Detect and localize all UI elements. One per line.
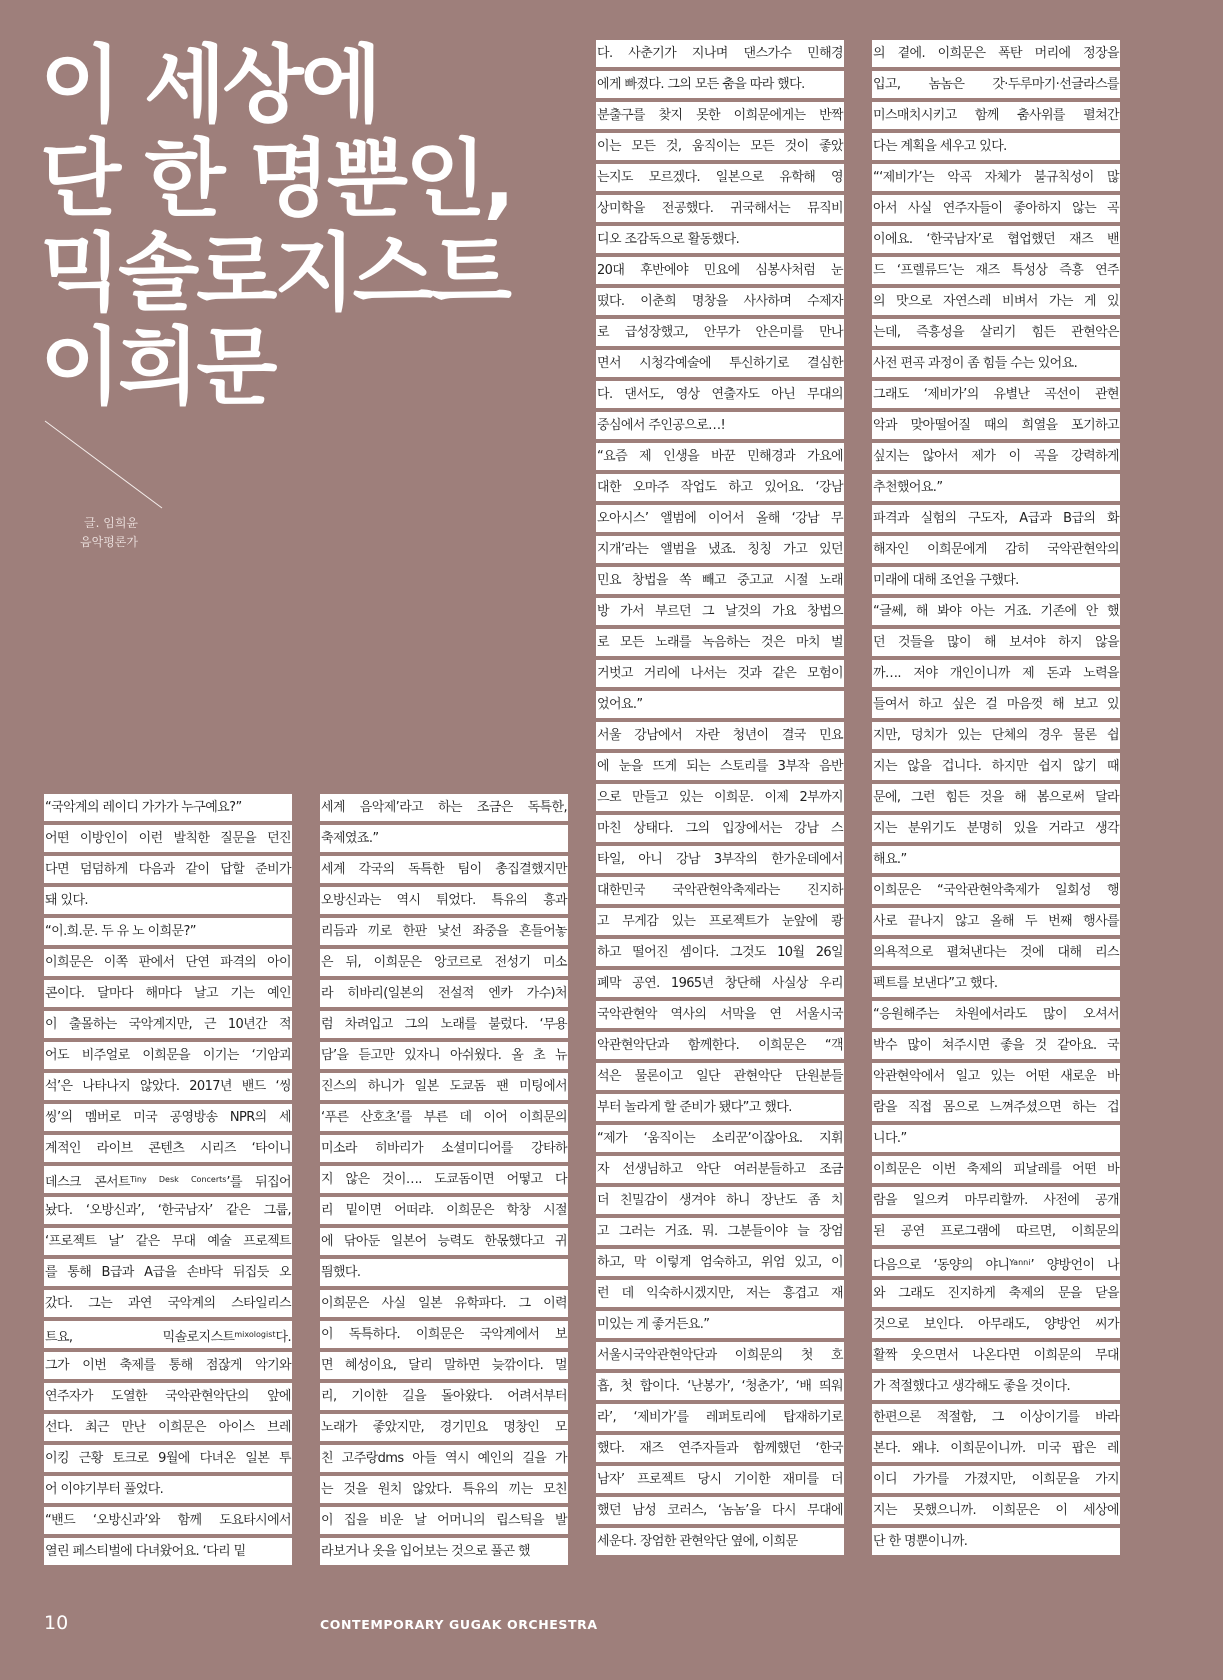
text-line: “국악계의 레이디 가가가 누구예요?” [44,794,292,821]
text-line: 이에요. ‘한국남자’로 협업했던 재즈 밴 [872,226,1120,253]
text-line: 지개’라는 앨범을 냈죠. 칭칭 가고 있던 [596,536,844,563]
text-line: 아서 사실 연주자들이 좋아하지 않는 곡 [872,195,1120,222]
text-line: 오아시스’ 앨범에 이어서 올해 ‘강남 무 [596,505,844,532]
text-line: 이디 가가를 가졌지만, 이희문을 가지 [872,1466,1120,1493]
text-line: 다면 덤덤하게 다음과 같이 답할 준비가 [44,856,292,883]
text-segment: 데스크 콘서트 [45,1175,130,1190]
text-line: 는 것을 원치 않았다. 특유의 끼는 모친 [320,1476,568,1503]
text-line: 드 ‘프렐류드’는 재즈 특성상 즉흥 연주 [872,257,1120,284]
text-line: 악관현악단과 함께한다. 이희문은 “객 [596,1032,844,1059]
text-line: “요즘 제 인생을 바꾼 민해경과 가요에 [596,443,844,470]
text-line: 노래가 좋았지만, 경기민요 명창인 모 [320,1414,568,1441]
title-line: 믹솔로지스트 [40,224,509,322]
text-line: 흡, 첫 합이다. ‘난봉가’, ‘청춘가’, ‘배 띄워 [596,1373,844,1400]
text-line: 자 선생님하고 악단 여러분들하고 조금 [596,1156,844,1183]
text-line: 의 맛으로 자연스레 비벼서 가는 게 있 [872,288,1120,315]
article-title [40,38,512,414]
text-line [44,1166,292,1193]
text-line: 그래도 ‘제비가’의 유별난 곡선이 관현 [872,381,1120,408]
text-line: 진스의 하니가 일본 도쿄돔 팬 미팅에서 [320,1073,568,1100]
text-line: 지는 않을 겁니다. 하지만 쉽지 않기 때 [872,753,1120,780]
text-line: 해자인 이희문에게 감히 국악관현악의 [872,536,1120,563]
text-line: 라’, ‘제비가’를 레퍼토리에 탑재하기로 [596,1404,844,1431]
text-line: 라 히바리(일본의 전설적 엔카 가수)처 [320,980,568,1007]
text-segment: 트요, 믹솔로지스트 [45,1330,235,1345]
text-line: 서울 강남에서 자란 청년이 결국 민요 [596,722,844,749]
text-line: 서울시국악관현악단과 이희문의 첫 호 [596,1342,844,1369]
text-line: 이희문은 이번 축제의 피날레를 어떤 바 [872,1156,1120,1183]
text-line: 람을 직접 몸으로 느껴주셨으면 하는 겁 [872,1094,1120,1121]
text-line: 세계 음악제’라고 하는 조금은 독특한, [320,794,568,821]
text-line: 까…. 저야 개인이니까 제 돈과 노력을 [872,660,1120,687]
text-segment: 다. [275,1330,291,1345]
text-column-4 [872,40,1120,1559]
text-line: 분출구를 찾지 못한 이희문에게는 반짝 [596,102,844,129]
text-line: “제가 ‘움직이는 소리꾼’이잖아요. 지휘 [596,1125,844,1152]
text-line: 다. 댄서도, 영상 연출자도 아닌 무대의 [596,381,844,408]
text-line: 사전 편곡 과정이 좀 힘들 수는 있어요. [872,350,1120,377]
author-name: 글. 임희윤 [84,516,138,530]
text-line: 펙트를 보낸다”고 했다. [872,970,1120,997]
text-line: 은 뒤, 이희문은 앙코르로 전성기 미소 [320,949,568,976]
text-line: 미래에 대해 조언을 구했다. [872,567,1120,594]
text-line: 박수 많이 쳐주시면 좋을 것 같아요. 국 [872,1032,1120,1059]
text-line: 가 적절했다고 생각해도 좋을 것이다. [872,1373,1120,1400]
page-number: 10 [44,1612,69,1634]
superscript-term: mixologist [234,1330,276,1339]
text-line: 돼 있다. [44,887,292,914]
text-line: 어떤 이방인이 이런 발칙한 질문을 던진 [44,825,292,852]
text-line: 선다. 최근 만난 이희문은 아이스 브레 [44,1414,292,1441]
text-line: 지는 분위기도 분명히 있을 거라고 생각 [872,815,1120,842]
superscript-term: Tiny Desk Concerts [129,1175,227,1184]
text-line: 했던 남성 코러스, ‘놈놈’을 다시 무대에 [596,1497,844,1524]
text-line: 악관현악에서 일고 있는 어떤 새로운 바 [872,1063,1120,1090]
text-line: 부터 놀라게 할 준비가 됐다”고 했다. [596,1094,844,1121]
text-line: 이 출몰하는 국악계지만, 근 10년간 적 [44,1011,292,1038]
text-line: 마친 상태다. 그의 입장에서는 강남 스 [596,815,844,842]
text-line: 한편으론 적절함, 그 이상이기를 바라 [872,1404,1120,1431]
text-line: “이.희.문. 두 유 노 이희문?” [44,918,292,945]
text-line: 것으로 보인다. 아무래도, 양방언 씨가 [872,1311,1120,1338]
text-line: 놨다. ‘오방신과’, ‘한국남자’ 같은 그룹, [44,1197,292,1224]
text-line: 미스매치시키고 함께 춤사위를 펼쳐간 [872,102,1120,129]
text-line: 대한 오마주 작업도 하고 있어요. ‘강남 [596,474,844,501]
diagonal-divider [44,420,164,510]
text-line: 이 독특하다. 이희문은 국악계에서 보 [320,1321,568,1348]
text-line: 이희문은 “국악관현악축제가 일회성 행 [872,877,1120,904]
text-line: 민요 창법을 쏙 빼고 중고교 시절 노래 [596,567,844,594]
text-line: 떴다. 이춘희 명창을 사사하며 수제자 [596,288,844,315]
text-line: 했다. 재즈 연주자들과 함께했던 ‘한국 [596,1435,844,1462]
text-line: 오방신과는 역시 튀었다. 특유의 흥과 [320,887,568,914]
text-line: 던 것들을 많이 해 보셔야 하지 않을 [872,629,1120,656]
text-line: 럼 차려입고 그의 노래를 불렀다. ‘무용 [320,1011,568,1038]
text-line: 로 모든 노래를 녹음하는 것은 마치 벌 [596,629,844,656]
text-line: 해요.” [872,846,1120,873]
text-line: 지 않은 것이…. 도쿄돔이면 어떻고 다 [320,1166,568,1193]
text-line: 본다. 왜냐. 이희문이니까. 미국 팝은 레 [872,1435,1120,1462]
text-line: 띔했다. [320,1259,568,1286]
text-line: “밴드 ‘오방신과’와 함께 도요타시에서 [44,1507,292,1534]
text-line: 방 가서 부르던 그 날것의 가요 창법으 [596,598,844,625]
text-line [872,1249,1120,1276]
text-line: 세계 각국의 독특한 팀이 총집결했지만 [320,856,568,883]
text-line: 런 데 익숙하시겠지만, 저는 흥겹고 재 [596,1280,844,1307]
text-line: 계적인 라이브 콘텐츠 시리즈 ‘타이니 [44,1135,292,1162]
text-segment: ’ 양방언이 나 [1030,1258,1119,1273]
text-line [44,1321,292,1348]
text-line: 에게 빠졌다. 그의 모든 춤을 따라 했다. [596,71,844,98]
text-line: 의욕적으로 펼쳐낸다는 것에 대해 리스 [872,939,1120,966]
text-line: 었어요.” [596,691,844,718]
text-line: 라보거나 옷을 입어보는 것으로 풀곤 했 [320,1538,568,1565]
text-line: 어 이야기부터 풀었다. [44,1476,292,1503]
text-segment: ’를 뒤집어 [226,1175,291,1190]
text-line: 에 닦아둔 일본어 능력도 한몫했다고 귀 [320,1228,568,1255]
byline [40,514,138,552]
text-line: 이는 모든 것, 움직이는 모든 것이 좋았 [596,133,844,160]
text-line: 씽’의 멤버로 미국 공영방송 NPR의 세 [44,1104,292,1131]
text-line: 의 곁에. 이희문은 폭탄 머리에 정장을 [872,40,1120,67]
text-line: 그가 이번 축제를 통해 점잖게 악기와 [44,1352,292,1379]
text-line: 싶지는 않아서 제가 이 곡을 강력하게 [872,443,1120,470]
footer-label: CONTEMPORARY GUGAK ORCHESTRA [320,1617,598,1632]
text-line: 를 통해 B급과 A급을 손바닥 뒤집듯 오 [44,1259,292,1286]
text-line: 파격과 실험의 구도자, A급과 B급의 화 [872,505,1120,532]
text-line: 된 공연 프로그램에 따르면, 이희문의 [872,1218,1120,1245]
text-line: 지는 못했으니까. 이희문은 이 세상에 [872,1497,1120,1524]
text-line: 석’은 나타나지 않았다. 2017년 밴드 ‘씽 [44,1073,292,1100]
text-line: 이 집을 비운 날 어머니의 립스틱을 발 [320,1507,568,1534]
text-line: 상미학을 전공했다. 귀국해서는 뮤직비 [596,195,844,222]
text-line: 활짝 웃으면서 나온다면 이희문의 무대 [872,1342,1120,1369]
text-line: 추천했어요.” [872,474,1120,501]
title-line: 이 세상에 [40,36,379,134]
text-line: 콘이다. 달마다 해마다 날고 기는 예인 [44,980,292,1007]
superscript-term: Yanni [1009,1258,1031,1267]
text-column-1 [44,794,292,1569]
text-line: 남자’ 프로젝트 당시 기이한 재미를 더 [596,1466,844,1493]
text-line: 이킹 근황 토크로 9월에 다녀온 일본 투 [44,1445,292,1472]
text-line: 타일, 아니 강남 3부작의 한가운데에서 [596,846,844,873]
text-line: 축제였죠.” [320,825,568,852]
text-line: 하고, 막 이렇게 엄숙하고, 위엄 있고, 이 [596,1249,844,1276]
text-line: “글쎄, 해 봐야 아는 거죠. 기존에 안 했 [872,598,1120,625]
text-line: 디오 조감독으로 활동했다. [596,226,844,253]
title-line: 단 한 명뿐인, [40,130,513,228]
text-line: 는지도 모르겠다. 일본으로 유학해 영 [596,164,844,191]
text-line: 열린 페스티벌에 다녀왔어요. ‘다리 밑 [44,1538,292,1565]
text-line: 사로 끝나지 않고 올해 두 번째 행사를 [872,908,1120,935]
text-line: ‘프로젝트 날’ 같은 무대 예술 프로젝트 [44,1228,292,1255]
text-line: 대한민국 국악관현악축제라는 진지하 [596,877,844,904]
text-line: 니다.” [872,1125,1120,1152]
text-line: 면 혜성이요, 달리 말하면 늦깎이다. 멀 [320,1352,568,1379]
text-line: 하고 떨어진 셈이다. 그것도 10월 26일 [596,939,844,966]
text-line: 리듬과 끼로 한판 낯선 좌중을 흔들어놓 [320,918,568,945]
text-line: 고 무게감 있는 프로젝트가 눈앞에 쾅 [596,908,844,935]
text-line: 에 눈을 뜨게 되는 스토리를 3부작 음반 [596,753,844,780]
text-line: 담’을 듣고만 있자니 아쉬웠다. 올 초 뉴 [320,1042,568,1069]
text-line: 람을 일으켜 마무리할까. 사전에 공개 [872,1187,1120,1214]
text-line: 이희문은 이쪽 판에서 단연 파격의 아이 [44,949,292,976]
text-line: 입고, 놈놈은 갓·두루마기·선글라스를 [872,71,1120,98]
text-line: 갔다. 그는 과연 국악계의 스타일리스 [44,1290,292,1317]
text-line: 지만, 덩치가 있는 단체의 경우 물론 쉽 [872,722,1120,749]
text-line: 들여서 하고 싶은 걸 마음껏 해 보고 있 [872,691,1120,718]
text-line: 폐막 공연. 1965년 창단해 사실상 우리 [596,970,844,997]
text-line: 더 친밀감이 생겨야 하니 장난도 좀 치 [596,1187,844,1214]
text-line: ‘푸른 산호초’를 부른 데 이어 이희문의 [320,1104,568,1131]
text-line: 고 그러는 거죠. 뭐. 그분들이야 늘 장엄 [596,1218,844,1245]
text-line: 이희문은 사실 일본 유학파다. 그 이력 [320,1290,568,1317]
text-line: 으로 만들고 있는 이희문. 이제 2부까지 [596,784,844,811]
text-line: 면서 시청각예술에 투신하기로 결심한 [596,350,844,377]
text-line: 어도 비주얼로 이희문을 이기는 ‘기암괴 [44,1042,292,1069]
text-line: “응원해주는 차원에서라도 많이 오셔서 [872,1001,1120,1028]
text-line: 석은 물론이고 일단 관현악단 단원분들 [596,1063,844,1090]
text-line: 중심에서 주인공으로…! [596,412,844,439]
text-line: 거벗고 거리에 나서는 것과 같은 모험이 [596,660,844,687]
text-line: 문에, 그런 힘든 것을 해 봄으로써 달라 [872,784,1120,811]
text-line: 친 고주랑dms 아들 역시 예인의 길을 가 [320,1445,568,1472]
text-line: 세운다. 장엄한 관현악단 옆에, 이희문 [596,1528,844,1555]
text-line: 는데, 즉흥성을 살리기 힘든 관현악은 [872,319,1120,346]
text-line: 다는 계획을 세우고 있다. [872,133,1120,160]
text-line: 연주자가 도열한 국악관현악단의 앞에 [44,1383,292,1410]
text-line: “‘제비가’는 악곡 자체가 불규칙성이 많 [872,164,1120,191]
text-column-3 [596,40,844,1559]
text-column-2 [320,794,568,1569]
text-line: 20대 후반에야 민요에 심봉사처럼 눈 [596,257,844,284]
text-line: 리, 기이한 길을 돌아왔다. 어려서부터 [320,1383,568,1410]
text-line: 로 급성장했고, 안무가 안은미를 만나 [596,319,844,346]
text-line: 미있는 게 좋거든요.” [596,1311,844,1338]
text-line: 리 밑이면 어떠랴. 이희문은 학창 시절 [320,1197,568,1224]
text-line: 와 그래도 진지하게 축제의 문을 닫을 [872,1280,1120,1307]
text-line: 미소라 히바리가 소셜미디어를 강타하 [320,1135,568,1162]
text-line: 국악관현악 역사의 서막을 연 서울시국 [596,1001,844,1028]
text-segment: 다음으로 ‘동양의 야니 [873,1258,1010,1273]
text-line: 다. 사춘기가 지나며 댄스가수 민해경 [596,40,844,67]
title-line: 이희문 [40,318,275,416]
author-role: 음악평론가 [80,535,138,549]
text-line: 단 한 명뿐이니까. [872,1528,1120,1555]
text-line: 악과 맞아떨어질 때의 희열을 포기하고 [872,412,1120,439]
